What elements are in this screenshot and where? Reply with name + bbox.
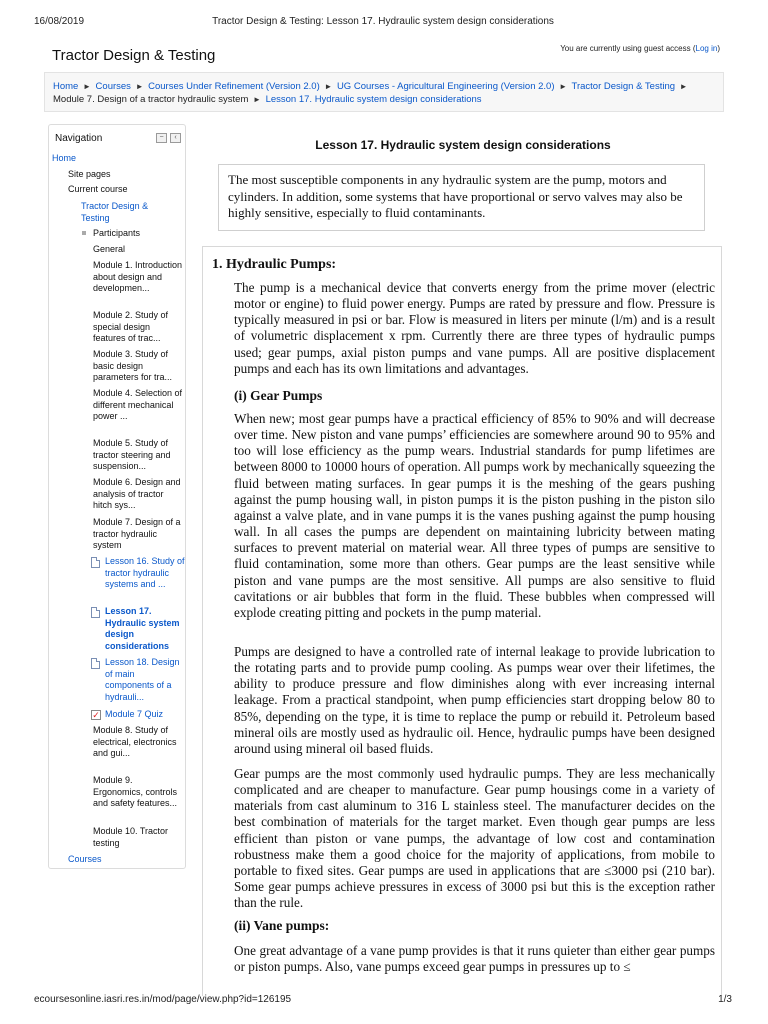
page-title: Lesson 17. Hydraulic system design considerations <box>315 138 611 152</box>
breadcrumb-separator: ► <box>679 82 688 91</box>
nav-module-2[interactable]: Module 2. Study of special design features of trac... <box>93 310 169 343</box>
print-header <box>34 16 732 30</box>
breadcrumb-separator: ► <box>324 82 333 91</box>
breadcrumb-separator: ► <box>253 95 261 104</box>
nav-module-4[interactable]: Module 4. Selection of different mechanical power ... <box>93 388 183 421</box>
breadcrumb-separator: ► <box>82 82 91 91</box>
subheading-gear-pumps: (i) Gear Pumps <box>234 388 323 403</box>
bullet-icon <box>82 231 86 235</box>
paragraph-vane-pumps: One great advantage of a vane pump provides is that it runs quieter than either gear pumps or piston pumps. Also, vane pumps exceed gear pumps in pressures up to ≤ <box>234 943 715 975</box>
nav-module-6[interactable]: Module 6. Design and analysis of tractor hitch sys... <box>93 477 181 510</box>
page-icon <box>91 658 100 669</box>
nav-module-8[interactable]: Module 8. Study of electrical, electronics and gui... <box>93 725 177 758</box>
nav-module-7-quiz[interactable]: Module 7 Quiz <box>105 709 164 719</box>
paragraph-internal-leakage: Pumps are designed to have a controlled rate of internal leakage to provide lubrication to the rotating parts and to provide pump cooling. As pumps wear over their lifetimes, the ability to produce pressure and flow diminishes along with ever increasing internal leakage. From a practical standpoint, when pump efficiencies start dropping below 80 to 85%, depending on the type, it is time to replace the pump or rebuild it. Petroleum based mineral oils are mostly used as hydraulic oil. Hence, hydraulic pumps have been designed around using mineral oil based fluids. <box>234 644 715 756</box>
breadcrumb-separator: ► <box>135 82 144 91</box>
page-icon <box>91 607 100 618</box>
print-footer <box>34 994 732 1008</box>
paragraph-pump-intro: The pump is a mechanical device that converts energy from the prime mover (electric motor or engine) to fluid power energy. Pumps are rated by pressure and flow. Pressure is typically measured in psi or bar. Flow is measured in liters per minute (l/m) and is a result of volumetric displacement x rpm. Currently there are three types of hydraulic pumps used; gear pumps, axial piston pumps and vane pumps. All are positive displacement pumps and each has its own limitations and advantages. <box>234 280 715 376</box>
move-icon[interactable]: ‹ <box>170 133 181 143</box>
lesson-content <box>202 246 722 996</box>
breadcrumb-courses[interactable]: Courses <box>95 81 131 92</box>
nav-module-7[interactable]: Module 7. Design of a tractor hydraulic system <box>93 517 181 550</box>
breadcrumb <box>44 72 724 112</box>
nav-participants[interactable]: Participants <box>93 228 141 238</box>
print-page-number: 1/3 <box>718 994 732 1005</box>
print-date: 16/08/2019 <box>34 16 85 27</box>
nav-module-9[interactable]: Module 9. Ergonomics, controls and safety features... <box>93 775 178 808</box>
quiz-icon: ✓ <box>92 710 100 720</box>
nav-current-course[interactable]: Current course <box>68 184 128 194</box>
nav-site-pages[interactable]: Site pages <box>68 169 111 179</box>
nav-module-5[interactable]: Module 5. Study of tractor steering and suspension... <box>93 438 171 471</box>
nav-lesson-16[interactable]: Lesson 16. Study of tractor hydraulic systems and ... <box>105 556 185 589</box>
nav-course[interactable]: Tractor Design & Testing <box>81 201 149 223</box>
nav-home[interactable]: Home <box>52 153 77 163</box>
intro-box: The most susceptible components in any hydraulic system are the pump, motors and cylinders. In addition, some systems that have proportional or servo valves may also be highly sensitive, especially to fluid contaminants. <box>218 164 705 231</box>
site-title[interactable]: Tractor Design & Testing <box>52 47 216 64</box>
nav-module-3[interactable]: Module 3. Study of basic design parameters for tra... <box>93 349 173 382</box>
nav-courses[interactable]: Courses <box>68 854 102 864</box>
breadcrumb-home[interactable]: Home <box>53 81 79 92</box>
login-info: You are currently using guest access (Log in) <box>560 44 720 53</box>
breadcrumb-course[interactable]: Tractor Design & Testing <box>571 81 676 92</box>
navigation-block <box>48 124 186 869</box>
dock-icon[interactable]: − <box>156 133 167 143</box>
breadcrumb-ug-courses[interactable]: UG Courses - Agricultural Engineering (Version 2.0) <box>336 81 555 92</box>
page-icon <box>91 557 100 568</box>
nav-lesson-17[interactable]: Lesson 17. Hydraulic system design considerations <box>105 606 180 651</box>
navigation-heading: Navigation <box>55 133 103 144</box>
nav-general[interactable]: General <box>93 244 126 254</box>
paragraph-gear-pump-usage: Gear pumps are the most commonly used hydraulic pumps. They are less mechanically complicated and are cheaper to manufacture. Gear pump housings come in a variety of materials from cast aluminum to 316 L stainless steel. The manufacturer decides on the best combination of materials for the target market. Even though gear pumps are less efficient than piston or vane pumps, the advantage of low cost and contamination robustness make them a good choice for the majority of applications, from mobile to portable to fixed sites. Gear pumps are used in applications that are ≤3000 psi (210 bar). Some gear pumps achieve pressures in excess of 3000 psi but this is the exception rather than the rule. <box>234 766 715 911</box>
breadcrumb-lesson[interactable]: Lesson 17. Hydraulic system design considerations <box>265 94 482 105</box>
subheading-vane-pumps: (ii) Vane pumps: <box>234 918 330 933</box>
breadcrumb-separator: ► <box>559 82 568 91</box>
log-in-link[interactable]: Log in <box>695 44 718 53</box>
paragraph-gear-pump-efficiency: When new; most gear pumps have a practical efficiency of 85% to 90% and will decrease over time. New piston and vane pumps’ efficiencies are somewhere around 90 to 95% and too will lose efficiency as the pump wears. Industrial standards for pump lifetimes are between 8000 to 10000 hours of operation. All pumps work by mechanically squeezing the fluid between mating surfaces. In gear pumps it is the meshing of the gears pushing against the pump housing wall, in piston pumps it is the piston pushing in the piston silo against a valve plate, and in vane pumps it is the vanes pushing against the pump housing wall. In all cases the pumps are dependent on maintaining lubricity between mating surfaces to prevent material on material wear. All three types of pumps are sensitive to fluid contamination, some more than others. Gear pumps are the least sensitive while piston and vane pumps are the most sensitive. All pumps are also sensitive to fluid cavitations or air bubbles that form in the fluid. These bubbles when compressed will explode creating pitting and pockets in the pump material. <box>234 411 715 620</box>
breadcrumb-courses-under-refinement[interactable]: Courses Under Refinement (Version 2.0) <box>148 81 320 92</box>
print-title: Tractor Design & Testing: Lesson 17. Hydraulic system design considerations <box>212 16 554 27</box>
nav-module-10[interactable]: Module 10. Tractor testing <box>93 826 169 848</box>
print-url: ecoursesonline.iasri.res.in/mod/page/view.php?id=126195 <box>34 994 292 1005</box>
nav-lesson-18[interactable]: Lesson 18. Design of main components of a hydrauli... <box>105 657 180 702</box>
nav-module-1[interactable]: Module 1. Introduction about design and developmen... <box>93 260 183 293</box>
breadcrumb-module: Module 7. Design of a tractor hydraulic system <box>53 94 249 105</box>
section-heading-hydraulic-pumps: 1. Hydraulic Pumps: <box>212 257 337 272</box>
